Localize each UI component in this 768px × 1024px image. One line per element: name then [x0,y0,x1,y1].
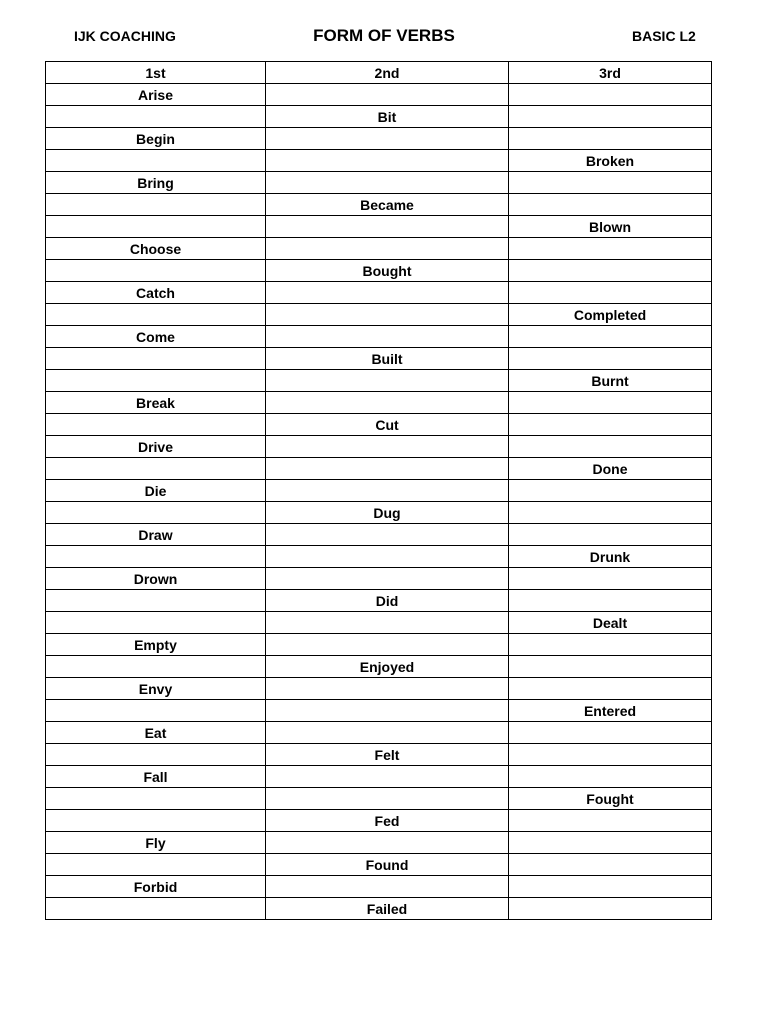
third-form-cell: Blown [509,216,712,238]
table-header-row [46,62,712,84]
second-form-cell: Fed [266,810,509,832]
table-row [46,568,712,590]
third-form-cell [509,436,712,458]
second-form-cell [266,436,509,458]
first-form-cell [46,810,266,832]
table-row [46,678,712,700]
second-form-cell [266,370,509,392]
third-form-cell [509,172,712,194]
table-row [46,612,712,634]
third-form-cell: Drunk [509,546,712,568]
first-form-cell [46,898,266,920]
second-form-cell [266,458,509,480]
first-form-cell: Catch [46,282,266,304]
second-form-cell: Cut [266,414,509,436]
second-form-cell [266,128,509,150]
second-form-cell [266,678,509,700]
second-form-cell: Built [266,348,509,370]
second-form-cell [266,150,509,172]
table-row [46,260,712,282]
page-title: FORM OF VERBS [313,26,455,45]
first-form-cell [46,788,266,810]
table-row [46,238,712,260]
first-form-cell [46,150,266,172]
second-form-cell [266,392,509,414]
table-row [46,480,712,502]
second-form-cell [266,876,509,898]
table-row [46,502,712,524]
second-form-cell [266,172,509,194]
second-form-cell: Found [266,854,509,876]
table-row [46,216,712,238]
third-form-cell [509,260,712,282]
first-form-cell [46,216,266,238]
column-header-1st: 1st [46,62,266,84]
first-form-cell [46,106,266,128]
table-row [46,326,712,348]
third-form-cell [509,722,712,744]
first-form-cell [46,260,266,282]
table-row [46,128,712,150]
first-form-cell [46,348,266,370]
table-row [46,370,712,392]
table-row [46,524,712,546]
table-row [46,172,712,194]
first-form-cell [46,656,266,678]
coaching-name: IJK COACHING [74,28,176,44]
table-row [46,898,712,920]
second-form-cell [266,568,509,590]
table-row [46,106,712,128]
second-form-cell [266,722,509,744]
level-label: BASIC L2 [632,28,696,44]
third-form-cell: Fought [509,788,712,810]
second-form-cell [266,524,509,546]
third-form-cell [509,128,712,150]
second-form-cell: Did [266,590,509,612]
column-header-2nd: 2nd [266,62,509,84]
table-row [46,84,712,106]
third-form-cell: Done [509,458,712,480]
second-form-cell [266,304,509,326]
third-form-cell [509,392,712,414]
table-row [46,194,712,216]
first-form-cell: Arise [46,84,266,106]
third-form-cell [509,502,712,524]
table-row [46,788,712,810]
third-form-cell [509,480,712,502]
first-form-cell: Fly [46,832,266,854]
second-form-cell [266,832,509,854]
table-row [46,304,712,326]
third-form-cell [509,524,712,546]
second-form-cell [266,634,509,656]
second-form-cell: Bought [266,260,509,282]
verb-forms-table [45,61,712,920]
first-form-cell: Choose [46,238,266,260]
table-row [46,876,712,898]
third-form-cell: Dealt [509,612,712,634]
third-form-cell [509,326,712,348]
third-form-cell [509,876,712,898]
table-row [46,282,712,304]
table-row [46,392,712,414]
first-form-cell [46,700,266,722]
second-form-cell: Became [266,194,509,216]
third-form-cell [509,854,712,876]
second-form-cell: Felt [266,744,509,766]
first-form-cell [46,854,266,876]
third-form-cell [509,106,712,128]
first-form-cell: Envy [46,678,266,700]
first-form-cell: Eat [46,722,266,744]
first-form-cell [46,590,266,612]
first-form-cell [46,414,266,436]
first-form-cell: Begin [46,128,266,150]
table-row [46,436,712,458]
third-form-cell: Broken [509,150,712,172]
second-form-cell [266,282,509,304]
second-form-cell: Enjoyed [266,656,509,678]
first-form-cell: Empty [46,634,266,656]
table-row [46,832,712,854]
table-row [46,700,712,722]
table-row [46,744,712,766]
third-form-cell [509,810,712,832]
table-row [46,854,712,876]
table-row [46,348,712,370]
second-form-cell: Bit [266,106,509,128]
third-form-cell [509,590,712,612]
first-form-cell: Forbid [46,876,266,898]
second-form-cell [266,612,509,634]
table-row [46,590,712,612]
third-form-cell: Burnt [509,370,712,392]
second-form-cell [266,766,509,788]
third-form-cell [509,282,712,304]
first-form-cell: Drown [46,568,266,590]
first-form-cell: Die [46,480,266,502]
table-row [46,810,712,832]
first-form-cell [46,370,266,392]
first-form-cell [46,502,266,524]
table-row [46,458,712,480]
third-form-cell [509,656,712,678]
first-form-cell [46,612,266,634]
first-form-cell: Fall [46,766,266,788]
first-form-cell: Break [46,392,266,414]
second-form-cell [266,788,509,810]
table-row [46,722,712,744]
first-form-cell [46,194,266,216]
column-header-3rd: 3rd [509,62,712,84]
table-row [46,766,712,788]
table-row [46,150,712,172]
first-form-cell: Come [46,326,266,348]
first-form-cell [46,744,266,766]
table-body [46,84,712,920]
third-form-cell [509,568,712,590]
third-form-cell: Entered [509,700,712,722]
third-form-cell [509,898,712,920]
third-form-cell [509,832,712,854]
second-form-cell: Dug [266,502,509,524]
third-form-cell [509,634,712,656]
third-form-cell [509,238,712,260]
third-form-cell [509,766,712,788]
third-form-cell [509,84,712,106]
second-form-cell [266,480,509,502]
second-form-cell [266,326,509,348]
table-row [46,414,712,436]
third-form-cell [509,414,712,436]
second-form-cell [266,546,509,568]
table-row [46,546,712,568]
second-form-cell [266,700,509,722]
third-form-cell [509,678,712,700]
first-form-cell [46,546,266,568]
second-form-cell: Failed [266,898,509,920]
third-form-cell [509,348,712,370]
third-form-cell: Completed [509,304,712,326]
second-form-cell [266,216,509,238]
first-form-cell: Bring [46,172,266,194]
third-form-cell [509,744,712,766]
first-form-cell: Drive [46,436,266,458]
first-form-cell: Draw [46,524,266,546]
second-form-cell [266,238,509,260]
second-form-cell [266,84,509,106]
table-row [46,634,712,656]
third-form-cell [509,194,712,216]
first-form-cell [46,304,266,326]
table-row [46,656,712,678]
first-form-cell [46,458,266,480]
